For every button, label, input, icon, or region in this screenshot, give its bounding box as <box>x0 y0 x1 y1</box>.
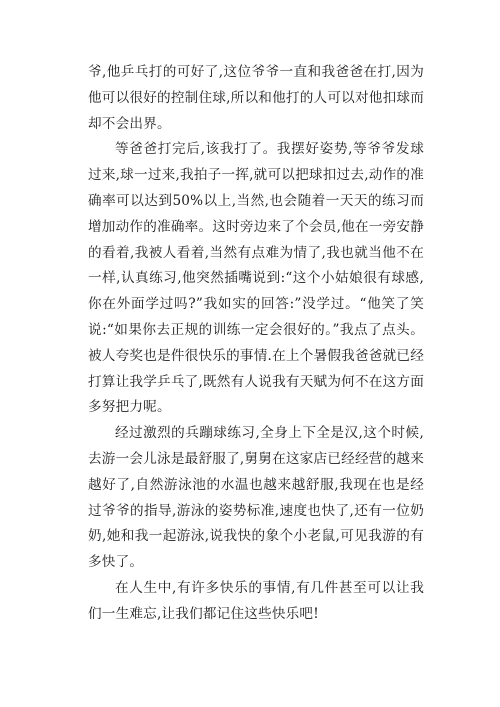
paragraph-2: 等爸爸打完后,该我打了。我摆好姿势,等爷爷发球过来,球一过来,我拍子一挥,就可以把球扣过去,动作的准确率可以达到50%以上,当然,也会随着一天天的练习而增加动作的准确率。这时旁边来了个会员,他在一旁安静的看着,我被人看着,当然有点难为情了,我也就当他不在一样,认真练习,他突然插嘴说到:“这个小姑娘很有球感,你在外面学过吗?”我如实的回答:”没学过。“他笑了笑说:“如果你去正规的训练一定会很好的。”我点了点头。被人夸奖也是件很快乐的事情.在上个暑假我爸爸就已经打算让我学乒乓了,既然有人说我有天赋为何不在这方面多努把力呢。 <box>88 141 424 416</box>
paragraph-4: 在人生中,有许多快乐的事情,有几件甚至可以让我们一生难忘,让我们都记住这些快乐吧! <box>88 579 424 622</box>
document-body <box>88 60 424 628</box>
paragraph-3: 经过激烈的兵蹦球练习,全身上下全是汉,这个时候,去游一会儿泳是最舒服了,舅舅在这家店已经经营的越来越好了,自然游泳池的水温也越来越舒服,我现在也是经过爷爷的指导,游泳的姿势标准,速度也快了,还有一位奶奶,她和我一起游泳,说我快的象个小老鼠,可见我游的有多快了。 <box>88 425 424 571</box>
paragraph-1: 爷,他乒乓打的可好了,这位爷爷一直和我爸爸在打,因为他可以很好的控制住球,所以和他打的人可以对他扣球而却不会出界。 <box>88 64 424 132</box>
